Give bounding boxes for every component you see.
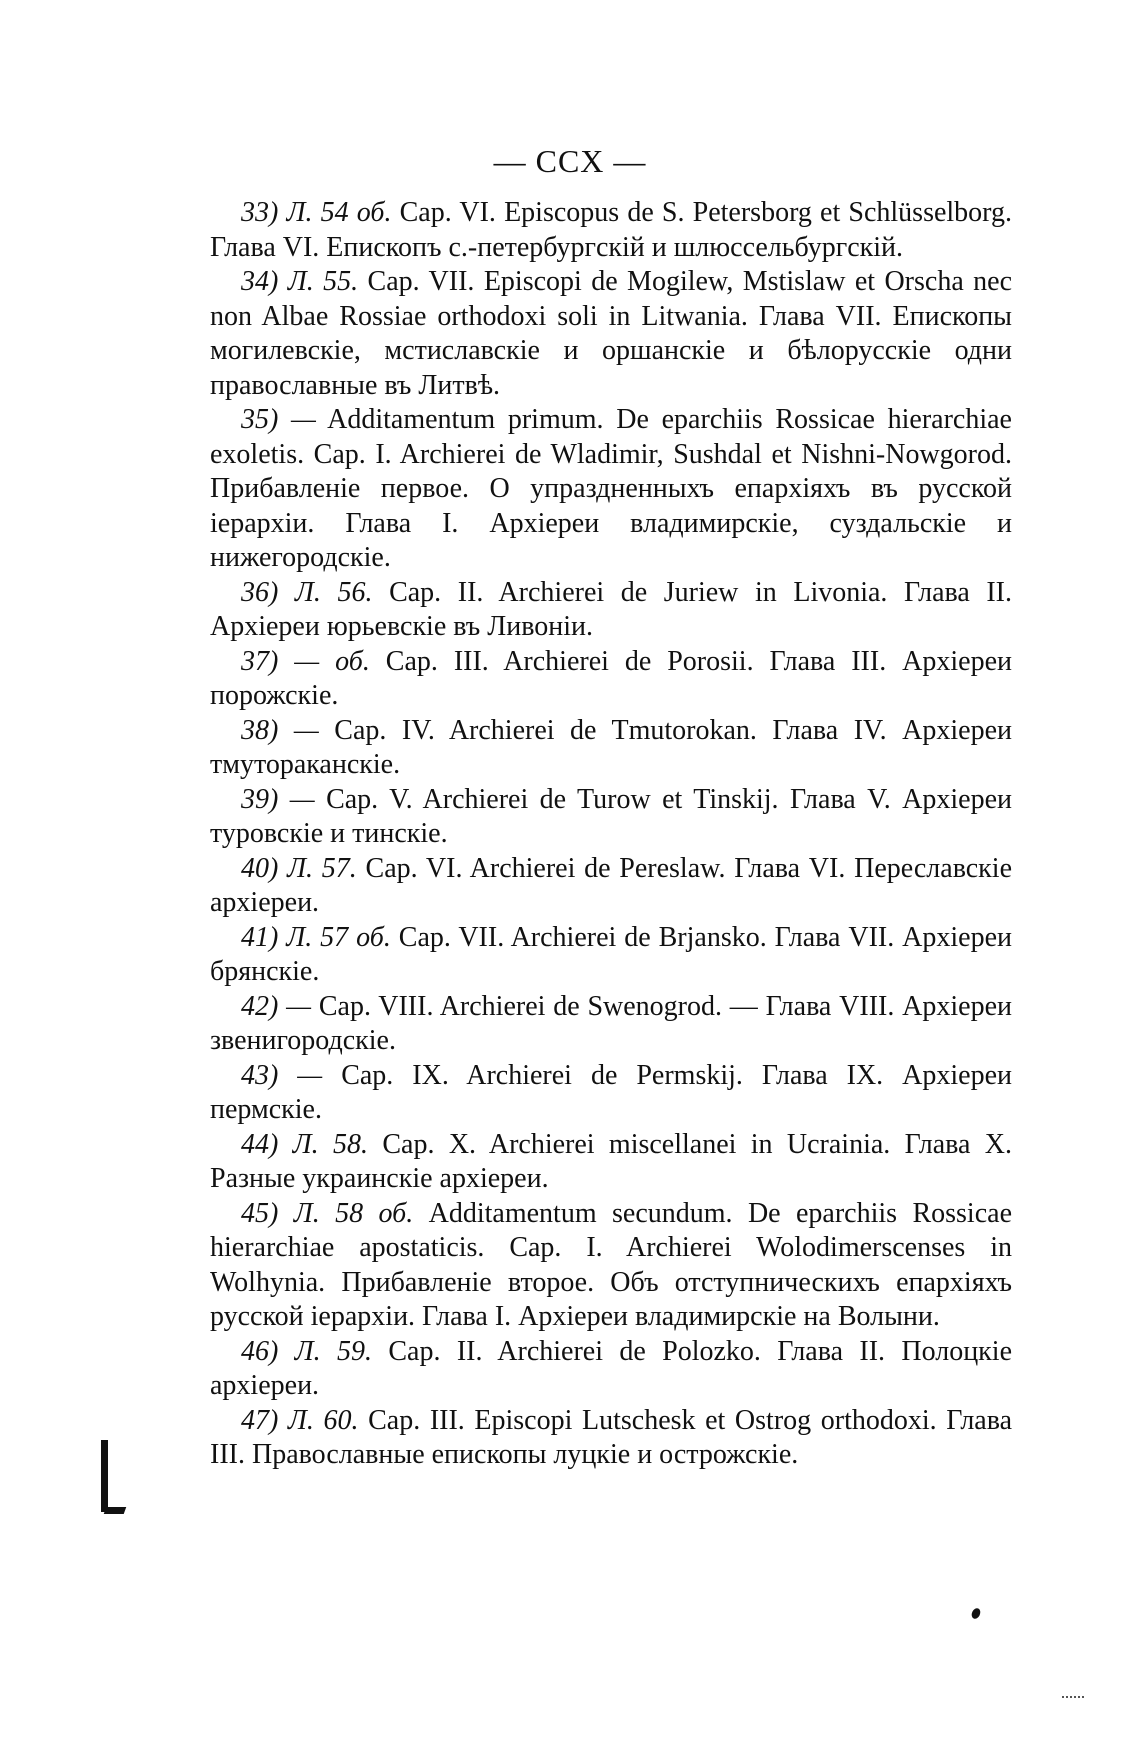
entry-reference: 36) Л. 56.	[241, 576, 373, 608]
entry-reference: 38) —	[241, 714, 319, 746]
margin-ink-mark	[101, 1440, 108, 1512]
list-item	[210, 714, 1012, 783]
entry-text: Cap. VI. Episcopus de S. Petersborg et Schlüsselborg. Глава VI. Епископъ с.-петербургскій и шлюссельбургскій.	[210, 197, 1013, 263]
entry-reference: 37) — об.	[241, 645, 370, 677]
list-item	[210, 921, 1012, 990]
entry-reference: 39) —	[241, 783, 315, 815]
list-item	[210, 196, 1012, 265]
list-item	[210, 1404, 1012, 1473]
list-item	[210, 576, 1012, 645]
list-item	[210, 852, 1012, 921]
entry-text: Cap. II. Archierei de Polozko. Глава II. Полоцкіе архіереи.	[210, 1335, 1012, 1401]
list-item	[210, 265, 1012, 403]
entry-list	[210, 196, 1012, 1473]
list-item	[210, 1059, 1012, 1128]
entry-text: Cap. VI. Archierei de Pereslaw. Глава VI. Переславскіе архіереи.	[210, 852, 1012, 918]
entry-text: Cap. IV. Archierei de Tmutorokan. Глава IV. Архіереи тмутораканскіе.	[210, 714, 1013, 780]
entry-text: Cap. II. Archierei de Juriew in Livonia. Глава II. Архіереи юрьевскіе въ Ливоніи.	[210, 576, 1013, 642]
entry-reference: 46) Л. 59.	[241, 1335, 372, 1367]
entry-reference: 45) Л. 58 об.	[241, 1197, 414, 1229]
list-item	[210, 403, 1012, 576]
list-item	[210, 1197, 1012, 1335]
entry-text: Cap. VIII. Archierei de Swenogrod. — Глава VIII. Архіереи звенигородскіе.	[210, 990, 1012, 1056]
entry-reference: 35) —	[241, 404, 316, 435]
entry-reference: 34) Л. 55.	[241, 266, 359, 297]
entry-text: Cap. X. Archierei miscellanei in Ucrainia. Глава X. Разные украинскіе архіереи.	[210, 1128, 1012, 1194]
entry-text: Cap. VII. Episcopi de Mogilew, Mstislaw et Orscha nec non Albae Rossiae orthodoxi soli in Litwania. Глава VII. Епископы могилевскіе, мстиславскіе и оршанскіе и бѣлорусскіе одни православные въ Литвѣ.	[210, 266, 1013, 401]
entry-reference: 40) Л. 57.	[241, 852, 357, 884]
entry-text: Cap. IX. Archierei de Permskij. Глава IX. Архіереи пермскіе.	[210, 1059, 1012, 1125]
list-item	[210, 1335, 1012, 1404]
entry-reference: 44) Л. 58.	[241, 1128, 368, 1160]
entry-text: Cap. III. Episcopi Lutschesk et Ostrog orthodoxi. Глава III. Православные епископы луцкіе и острожскіе.	[210, 1404, 1012, 1470]
entry-reference: 41) Л. 57 об.	[241, 921, 391, 953]
list-item	[210, 645, 1012, 714]
entry-reference: 47) Л. 60.	[241, 1404, 359, 1436]
entry-reference: 43) —	[241, 1059, 323, 1091]
ink-spot	[970, 1607, 982, 1620]
entry-reference: 33) Л. 54 об.	[241, 197, 392, 228]
entry-text: Cap. VII. Archierei de Brjansko. Глава VII. Архіереи брянскіе.	[210, 921, 1013, 987]
entry-text: Additamentum secundum. De eparchiis Rossicae hierarchiae apostaticis. Cap. I. Archierei Wolodimerscenses in Wolhynia. Прибавленіе второе. Объ отступническихъ епархіяхъ русской іерархіи. Глава I. Архіереи владимирскіе на Волыни.	[210, 1197, 1012, 1332]
entry-text: Cap. V. Archierei de Turow et Tinskij. Глава V. Архіереи туровскіе и тинскіе.	[210, 783, 1012, 849]
entry-reference: 42) —	[241, 990, 312, 1022]
list-item	[210, 783, 1012, 852]
ink-specks	[1062, 1688, 1084, 1698]
page-number: — CCX —	[493, 143, 647, 179]
list-item	[210, 990, 1012, 1059]
entry-text: Additamentum primum. De eparchiis Rossicae hierarchiae exoletis. Cap. I. Archierei de Wladimir, Sushdal et Nishni-Nowgorod. Прибавленіе первое. О упраздненныхъ епархіяхъ въ русской іерархіи. Глава I. Архіереи владимирскіе, суздальскіе и нижегородскіе.	[210, 404, 1012, 573]
entry-text: Cap. III. Archierei de Porosii. Глава III. Архіереи порожскіе.	[210, 645, 1012, 711]
list-item	[210, 1128, 1012, 1197]
